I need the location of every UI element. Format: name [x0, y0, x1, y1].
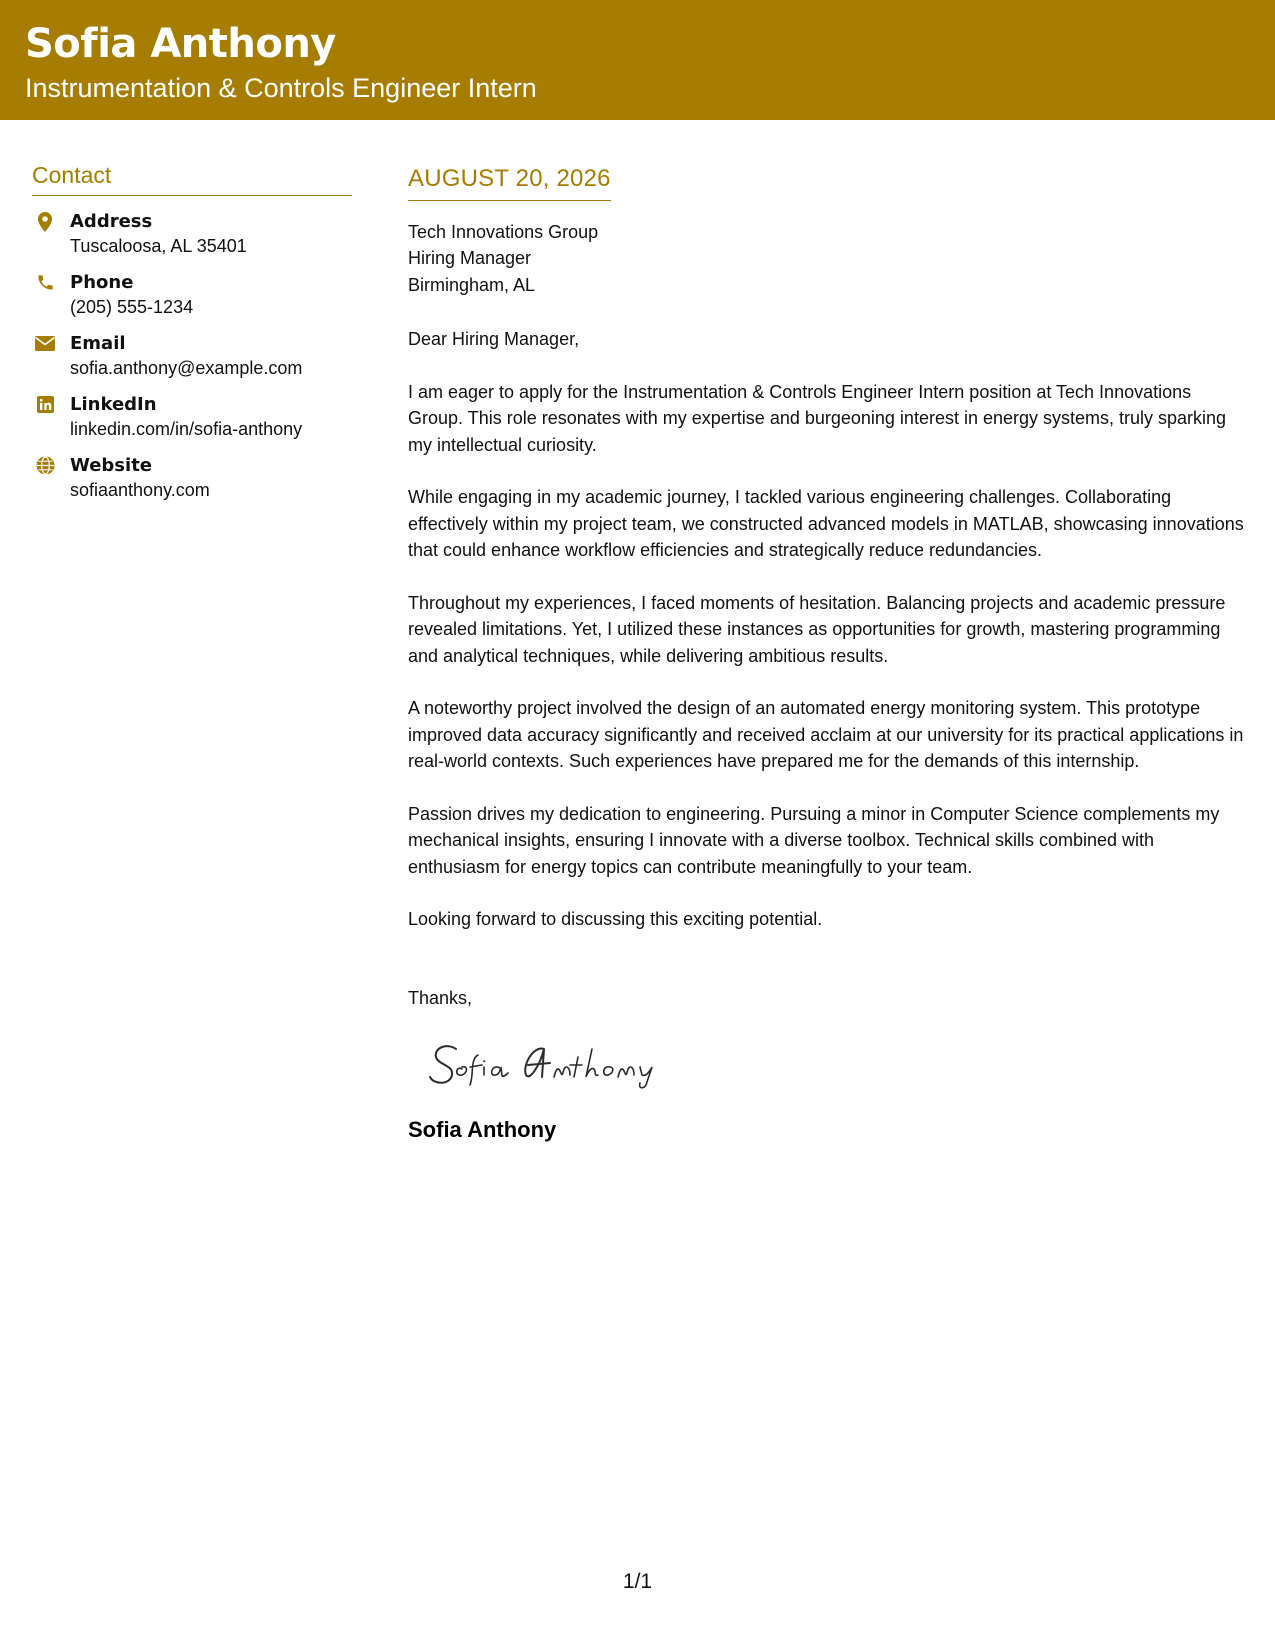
contact-sidebar	[32, 162, 352, 515]
contact-label: Website	[70, 454, 153, 476]
contact-label: LinkedIn	[70, 393, 157, 415]
contact-label: Phone	[70, 271, 134, 293]
salutation: Dear Hiring Manager,	[408, 329, 580, 350]
header-banner	[0, 0, 1275, 120]
map-pin-icon	[34, 211, 56, 233]
contact-label: Email	[70, 332, 126, 354]
envelope-icon	[34, 333, 56, 355]
globe-icon	[34, 455, 56, 477]
contact-label: Address	[70, 210, 153, 232]
contact-value: (205) 555-1234	[70, 296, 194, 317]
applicant-name: Sofia Anthony	[25, 21, 336, 67]
contact-linkedin	[32, 393, 352, 441]
paragraph: While engaging in my academic journey, I tackled various engineering challenges. Collaborating effectively within my project team, we constructed advanced models in MATLAB, showcasing innovations that could enhance workflow efficiencies and strategically reduce redundancies.	[408, 487, 1244, 561]
contact-address	[32, 210, 352, 258]
letter-date: AUGUST 20, 2026	[408, 165, 611, 201]
contact-heading: Contact	[32, 162, 352, 196]
recipient-location: Birmingham, AL	[408, 274, 536, 295]
applicant-title: Instrumentation & Controls Engineer Intern	[25, 73, 537, 103]
linkedin-icon	[34, 394, 56, 416]
recipient-role: Hiring Manager	[408, 248, 532, 269]
paragraph: Looking forward to discussing this exciting potential.	[408, 909, 823, 930]
contact-email	[32, 332, 352, 380]
closing: Thanks,	[408, 987, 473, 1008]
page-number: 1/1	[622, 1570, 653, 1593]
contact-value: Tuscaloosa, AL 35401	[70, 235, 247, 256]
signature-drawing	[426, 1035, 666, 1091]
paragraph: I am eager to apply for the Instrumentation & Controls Engineer Intern position at Tech Innovations Group. This role resonates with my expertise and burgeoning interest in energy systems, truly sparking my intellectual curiosity.	[408, 381, 1227, 455]
paragraph: A noteworthy project involved the design of an automated energy monitoring system. This prototype improved data accuracy significantly and received acclaim at our university for its practical applications in real-world contexts. Such experiences have prepared me for the demands of this internship.	[408, 698, 1244, 772]
recipient-block	[408, 219, 1248, 299]
phone-icon	[34, 272, 56, 294]
letter-body	[408, 165, 1248, 1144]
contact-website	[32, 454, 352, 502]
contact-value: sofiaanthony.com	[70, 479, 210, 500]
paragraph: Passion drives my dedication to engineering. Pursuing a minor in Computer Science complements my mechanical insights, ensuring I innovate with a diverse toolbox. Technical skills combined with enthusiasm for energy topics can contribute meaningfully to your team.	[408, 803, 1220, 877]
contact-value: sofia.anthony@example.com	[70, 357, 303, 378]
signer-name: Sofia Anthony	[408, 1117, 557, 1143]
signature-image	[426, 1035, 1248, 1091]
paragraph: Throughout my experiences, I faced moments of hesitation. Balancing projects and academic pressure revealed limitations. Yet, I utilized these instances as opportunities for growth, mastering programming and analytical techniques, while delivering ambitious results.	[408, 592, 1226, 666]
contact-value: linkedin.com/in/sofia-anthony	[70, 418, 303, 439]
recipient-company: Tech Innovations Group	[408, 221, 599, 242]
contact-phone	[32, 271, 352, 319]
